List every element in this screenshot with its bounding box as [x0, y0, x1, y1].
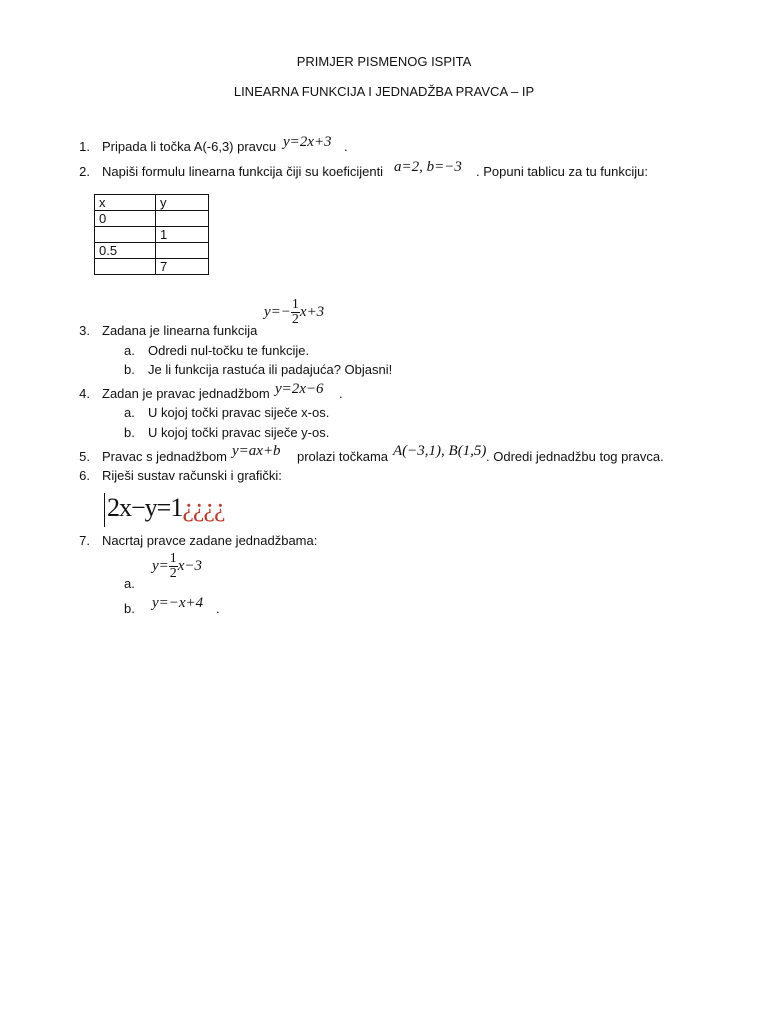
fraction: [291, 298, 300, 327]
question-number: 7.: [79, 533, 90, 548]
table-cell[interactable]: 7: [156, 259, 209, 275]
sub-label: b.: [124, 601, 135, 616]
question-5-text: Pravac s jednadžbom: [102, 449, 228, 464]
sub-label: a.: [124, 576, 135, 591]
table-cell[interactable]: 1: [156, 227, 209, 243]
question-5-points: A(−3,1), B(1,5): [393, 443, 487, 459]
question-number: 3.: [79, 323, 90, 338]
question-3b-text: Je li funkcija rastuća ili padajuća? Objasni!: [148, 362, 393, 377]
table-cell[interactable]: [156, 211, 209, 227]
sub-label: a.: [124, 343, 135, 358]
fraction: [169, 552, 178, 581]
table-row: [95, 211, 209, 227]
question-3-formula: [264, 298, 324, 327]
table-cell[interactable]: [95, 227, 156, 243]
table-cell[interactable]: 0: [95, 211, 156, 227]
table-row: [95, 259, 209, 275]
question-5-mid: prolazi točkama: [297, 449, 389, 464]
table-cell[interactable]: [95, 259, 156, 275]
sub-label: a.: [124, 405, 135, 420]
table-header-cell: y: [156, 195, 209, 211]
question-5-formula: y=ax+b: [232, 443, 281, 459]
formula-part: x−3: [177, 557, 203, 574]
question-4-text: Zadan je pravac jednadžbom: [102, 386, 270, 401]
question-3-text: Zadana je linearna funkcija: [102, 323, 258, 338]
formula-part: y=: [152, 557, 169, 574]
question-6-text: Riješi sustav računski i grafički:: [102, 468, 282, 483]
equation-system: [104, 492, 225, 527]
formula-part: y=−: [264, 303, 291, 320]
table-header-cell: x: [95, 195, 156, 211]
table-cell[interactable]: [156, 243, 209, 259]
question-number: 5.: [79, 449, 90, 464]
table-header-row: [95, 195, 209, 211]
sub-label: b.: [124, 362, 135, 377]
question-number: 1.: [79, 139, 90, 154]
question-3a-text: Odredi nul-točku te funkcije.: [148, 343, 310, 358]
question-1-text: Pripada li točka A(-6,3) pravcu: [102, 139, 277, 154]
question-1-formula: y=2x+3: [283, 134, 332, 150]
question-1-end: .: [344, 139, 348, 154]
question-4-formula: y=2x−6: [275, 381, 324, 397]
fraction-denominator: 2: [291, 312, 299, 327]
question-2-text: Napiši formulu linearna funkcija čiji su koeficijenti: [102, 164, 384, 179]
question-number: 4.: [79, 386, 90, 401]
question-7b-formula: y=−x+4: [152, 595, 204, 611]
system-equation: 2x−y=1: [107, 493, 183, 522]
table-row: [95, 243, 209, 259]
fraction-denominator: 2: [169, 566, 177, 581]
question-7b-end: .: [216, 601, 220, 616]
table-row: [95, 227, 209, 243]
formula-part: x+3: [299, 303, 325, 320]
question-4b-text: U kojoj točki pravac siječe y-os.: [148, 425, 330, 440]
question-4-end: .: [339, 386, 343, 401]
document-title: PRIMJER PISMENOG ISPITA: [296, 54, 472, 69]
question-number: 2.: [79, 164, 90, 179]
question-4a-text: U kojoj točki pravac siječe x-os.: [148, 405, 330, 420]
document-subtitle: LINEARNA FUNKCIJA I JEDNADŽBA PRAVCA – IP: [233, 84, 535, 99]
question-5-end: . Odredi jednadžbu tog pravca.: [486, 449, 664, 464]
question-2-end: . Popuni tablicu za tu funkciju:: [476, 164, 648, 179]
question-2-formula: a=2, b=−3: [394, 159, 462, 175]
value-table: [94, 194, 209, 275]
system-brace: [104, 493, 105, 527]
question-7-text: Nacrtaj pravce zadane jednadžbama:: [102, 533, 318, 548]
question-number: 6.: [79, 468, 90, 483]
broken-glyphs: ¿¿¿¿: [182, 493, 225, 522]
fraction-numerator: 1: [169, 551, 177, 566]
sub-label: b.: [124, 425, 135, 440]
table-cell[interactable]: 0.5: [95, 243, 156, 259]
fraction-numerator: 1: [291, 297, 299, 312]
question-7a-formula: [152, 552, 202, 581]
